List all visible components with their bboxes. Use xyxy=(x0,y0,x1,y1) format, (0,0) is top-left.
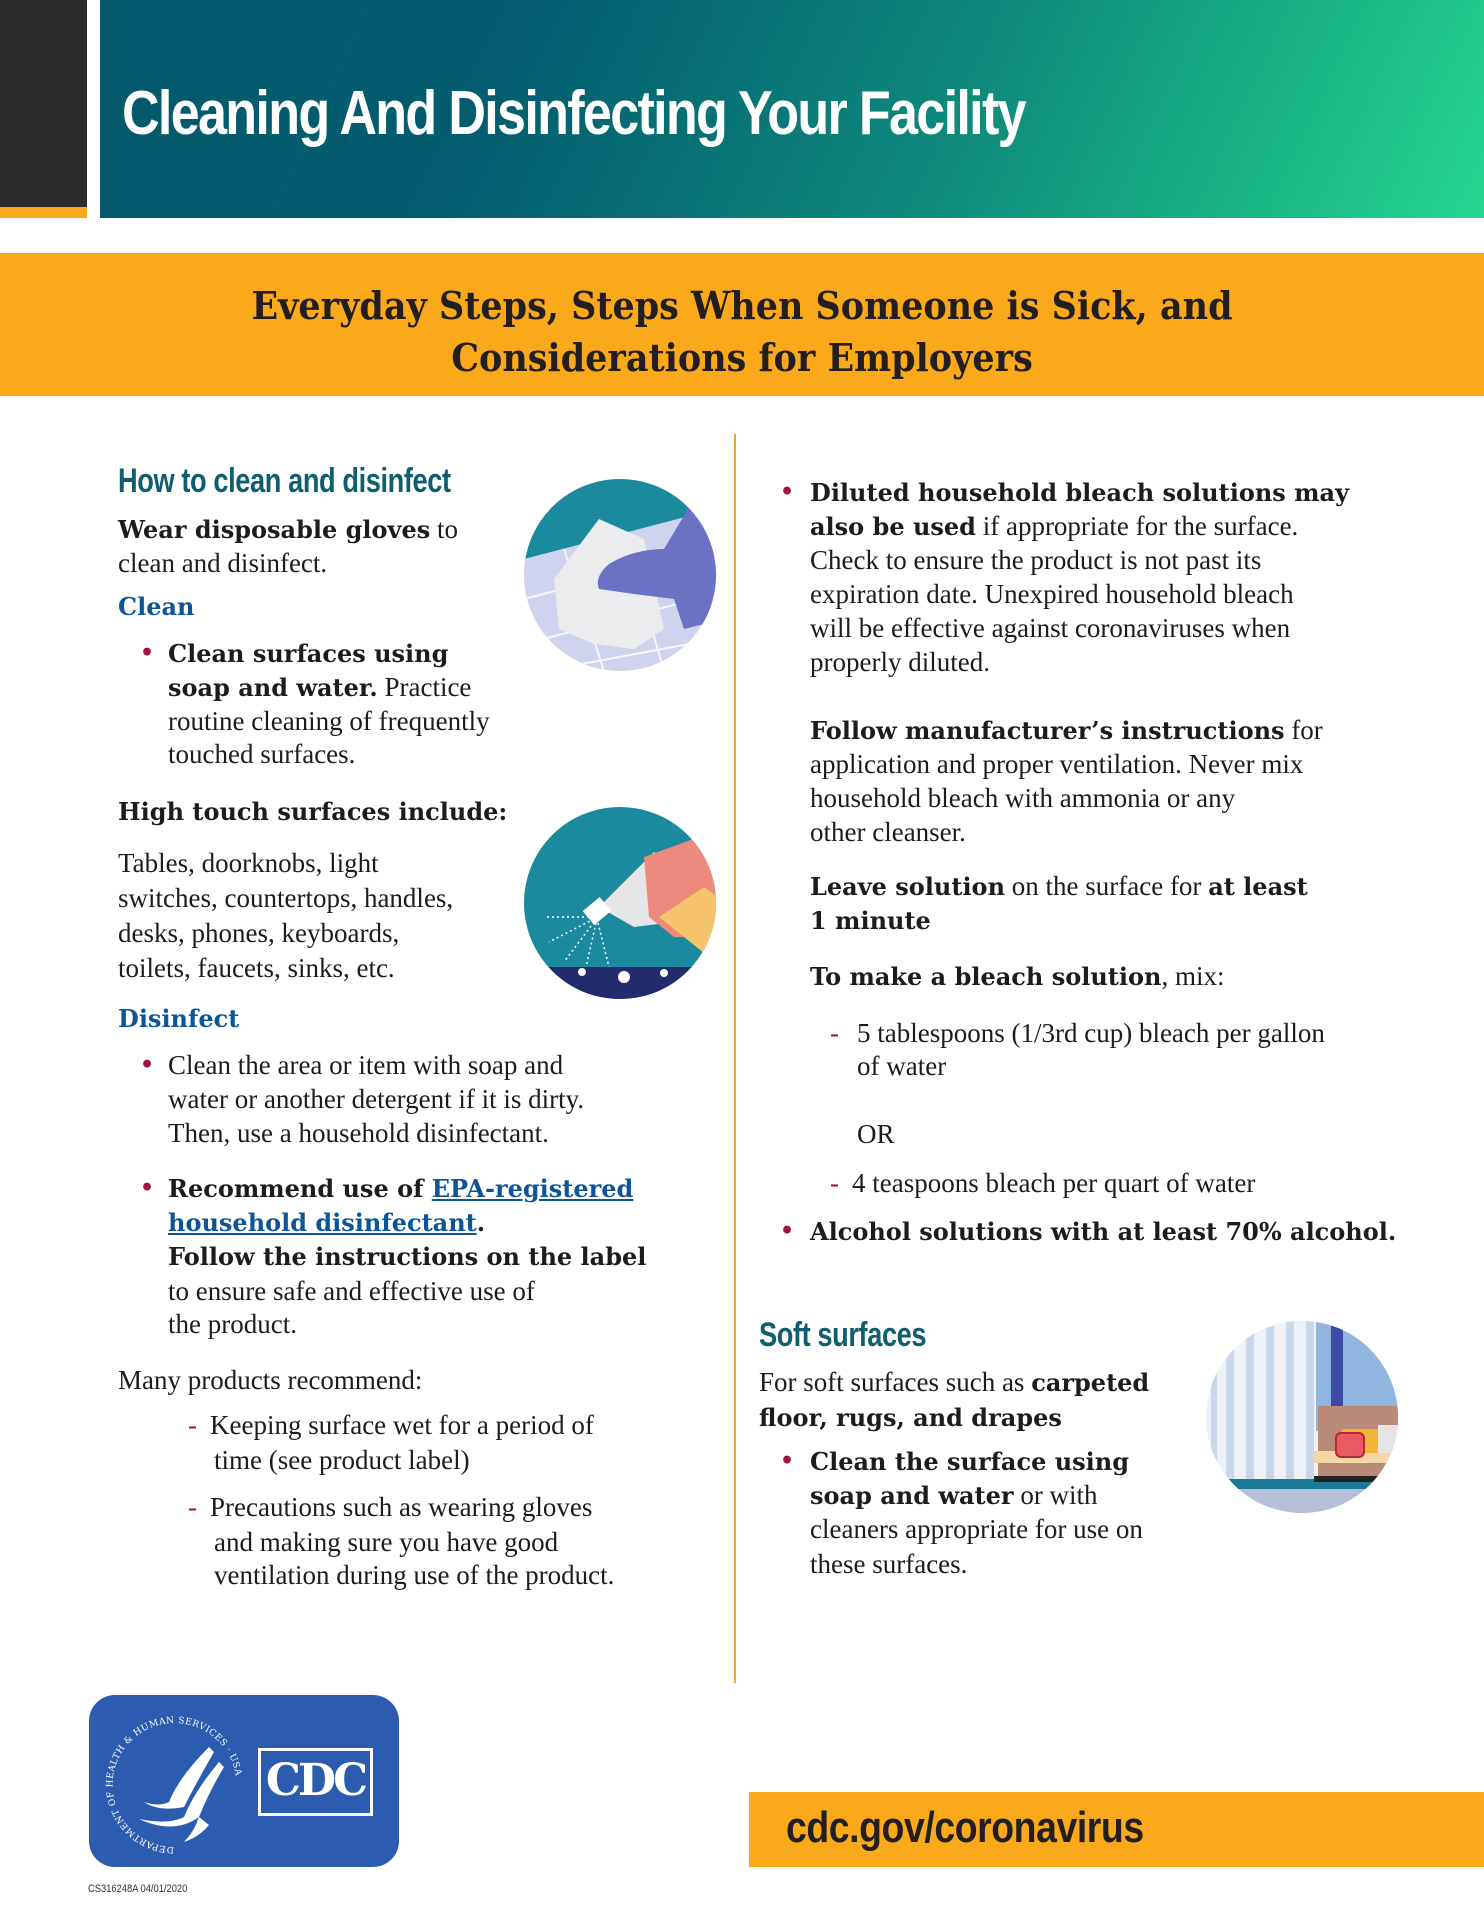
disinfect-bullet1-line: Then, use a household disinfectant. xyxy=(168,1118,549,1148)
high-touch-line: Tables, doorknobs, light xyxy=(118,848,379,878)
soft-bullet-line4: these surfaces. xyxy=(810,1549,968,1579)
follow-line: other cleanser. xyxy=(810,817,966,847)
clean-bullet-line1: Clean surfaces using xyxy=(168,639,449,668)
recommend-item-line: Keeping surface wet for a period of xyxy=(210,1410,594,1440)
bullet-icon: • xyxy=(780,1218,795,1244)
subtitle-line-1: Everyday Steps, Steps When Someone is Sick, and xyxy=(251,283,1233,328)
curtain-couch-illustration xyxy=(1206,1321,1398,1513)
recommend-item-line: Precautions such as wearing gloves xyxy=(210,1492,593,1522)
recommend-item-line: ventilation during use of the product. xyxy=(214,1560,615,1590)
section-heading-how-to: How to clean and disinfect xyxy=(118,462,451,500)
dash-icon: - xyxy=(830,1168,839,1198)
clean-bullet-line4: touched surfaces. xyxy=(168,739,356,769)
soft-bullet-line3: cleaners appropriate for use on xyxy=(810,1514,1143,1544)
alcohol-line: Alcohol solutions with at least 70% alcohol. xyxy=(810,1217,1397,1246)
gloves-text-line2: clean and disinfect. xyxy=(118,548,328,578)
disinfect-bullet2-line3: Follow the instructions on the label xyxy=(168,1242,647,1271)
page-title: Cleaning And Disinfecting Your Facility xyxy=(122,79,1025,148)
dash-icon: - xyxy=(830,1018,839,1048)
gloves-bold: Wear disposable gloves xyxy=(118,515,431,544)
leave-line1: Leave solution on the surface for at least xyxy=(810,871,1308,901)
epa-disinfectant-link[interactable]: EPA-registered xyxy=(431,1174,634,1203)
header-dark-block xyxy=(0,0,87,207)
bleach-line2: also be used if appropriate for the surface. xyxy=(810,511,1299,541)
bullet-icon: • xyxy=(140,640,155,666)
disinfect-bullet2-line2: household disinfectant. xyxy=(168,1208,486,1237)
disinfect-bullet2-line4: to ensure safe and effective use of xyxy=(168,1276,535,1306)
cdc-coronavirus-link[interactable]: cdc.gov/coronavirus xyxy=(786,1803,1144,1852)
high-touch-line: toilets, faucets, sinks, etc. xyxy=(118,953,395,983)
soft-bullet-line2: soap and water or with xyxy=(810,1480,1098,1510)
clean-bullet-line3: routine cleaning of frequently xyxy=(168,706,490,736)
mix-item-line: 5 tablespoons (1/3rd cup) bleach per gallon xyxy=(857,1018,1325,1048)
column-divider xyxy=(734,434,736,1683)
follow-line: household bleach with ammonia or any xyxy=(810,783,1236,813)
disinfect-bullet2-line1: Recommend use of EPA-registered xyxy=(168,1174,634,1203)
bleach-line: properly diluted. xyxy=(810,647,990,677)
recommend-item-line: and making sure you have good xyxy=(214,1527,559,1557)
soft-bullet-line1: Clean the surface using xyxy=(810,1447,1130,1476)
make-bleach-label: To make a bleach solution, mix: xyxy=(810,961,1225,991)
bullet-icon: • xyxy=(140,1175,155,1201)
bleach-line1: Diluted household bleach solutions may xyxy=(810,478,1350,507)
follow-line1: Follow manufacturer’s instructions for xyxy=(810,715,1323,745)
mix-item-line: 4 teaspoons bleach per quart of water xyxy=(852,1168,1256,1198)
dash-icon: - xyxy=(188,1410,197,1440)
section-heading-soft-surfaces: Soft surfaces xyxy=(759,1316,927,1354)
bullet-icon: • xyxy=(780,479,795,505)
subtitle-line-2: Considerations for Employers xyxy=(451,335,1033,380)
clean-bullet-line2: soap and water. Practice xyxy=(168,672,472,702)
header-gold-strip xyxy=(0,207,87,218)
follow-line: application and proper ventilation. Never mix xyxy=(810,749,1304,779)
disinfect-bullet2-line5: the product. xyxy=(168,1309,297,1339)
many-products-label: Many products recommend: xyxy=(118,1365,423,1395)
subtitle xyxy=(59,280,1424,384)
epa-disinfectant-link-cont[interactable]: household disinfectant xyxy=(168,1208,477,1237)
bleach-line: Check to ensure the product is not past its xyxy=(810,545,1262,575)
leave-line2: 1 minute xyxy=(810,906,931,935)
cdc-logo-box: CDC xyxy=(258,1748,373,1816)
high-touch-heading: High touch surfaces include: xyxy=(118,797,508,826)
high-touch-line: switches, countertops, handles, xyxy=(118,883,454,913)
mix-item-line: of water xyxy=(857,1051,947,1081)
soft-intro-line1: For soft surfaces such as carpeted xyxy=(759,1367,1150,1397)
high-touch-line: desks, phones, keyboards, xyxy=(118,918,400,948)
hhs-eagle-seal-icon xyxy=(99,1707,249,1857)
recommend-item-line: time (see product label) xyxy=(214,1445,470,1475)
dash-icon: - xyxy=(188,1492,197,1522)
subheading-clean: Clean xyxy=(118,592,195,621)
disinfect-bullet1-line: Clean the area or item with soap and xyxy=(168,1050,564,1080)
disinfect-bullet1-line: water or another detergent if it is dirty. xyxy=(168,1084,585,1114)
spray-bottle-illustration xyxy=(524,807,716,999)
gloves-text: Wear disposable gloves to xyxy=(118,514,458,544)
soft-intro-line2: floor, rugs, and drapes xyxy=(759,1403,1062,1432)
bullet-icon: • xyxy=(140,1052,155,1078)
bleach-line: will be effective against coronaviruses when xyxy=(810,613,1291,643)
bleach-line: expiration date. Unexpired household bleach xyxy=(810,579,1294,609)
gloved-hand-wiping-illustration xyxy=(524,479,716,671)
bullet-icon: • xyxy=(780,1448,795,1474)
document-id: CS316248A 04/01/2020 xyxy=(88,1883,188,1895)
or-label: OR xyxy=(857,1119,895,1149)
subheading-disinfect: Disinfect xyxy=(118,1004,240,1033)
hhs-cdc-logo xyxy=(89,1695,399,1867)
svg-text:DEPARTMENT OF HEALTH & HUMAN S: DEPARTMENT OF HEALTH & HUMAN SERVICES · USA xyxy=(105,1715,243,1855)
